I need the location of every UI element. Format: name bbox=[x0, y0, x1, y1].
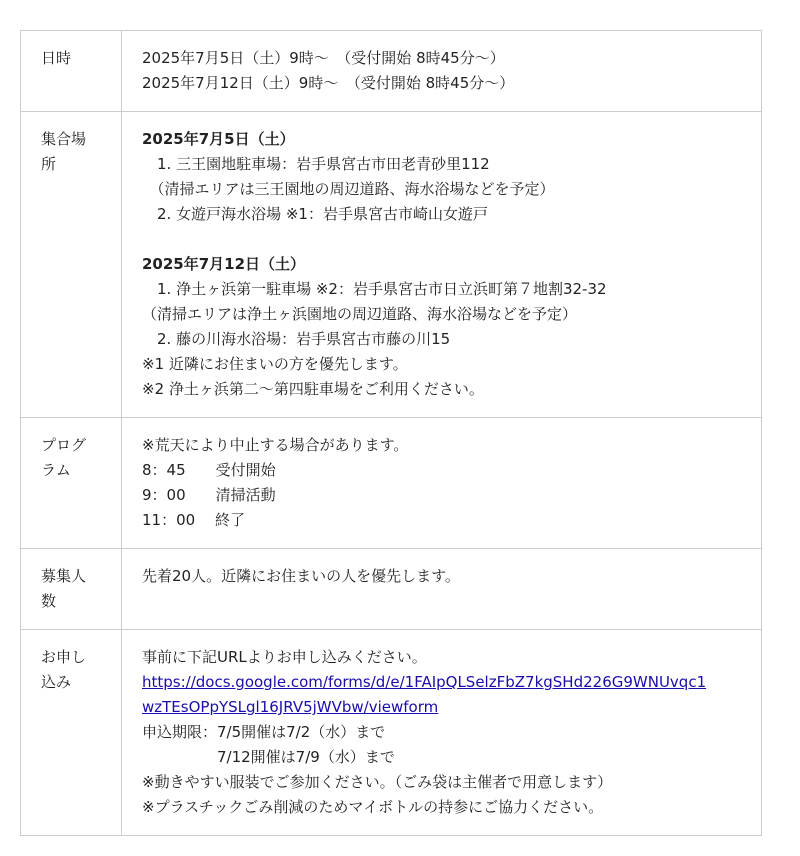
label-line: プログ bbox=[41, 436, 87, 454]
row-content-program bbox=[122, 418, 762, 549]
label-line: 数 bbox=[41, 592, 57, 610]
venue-line: （清掃エリアは三王園地の周辺道路、海水浴場などを予定） bbox=[142, 180, 555, 198]
row-label-datetime bbox=[21, 31, 122, 112]
venue-line: （清掃エリアは浄土ヶ浜園地の周辺道路、海水浴場などを予定） bbox=[142, 305, 578, 323]
label-line: 日時 bbox=[41, 49, 72, 67]
label-line: お申し bbox=[41, 648, 87, 666]
apply-deadline: 申込期限：7/5開催は7/2（水）まで bbox=[142, 723, 386, 741]
apply-note: ※動きやすい服装でご参加ください。（ごみ袋は主催者で用意します） bbox=[142, 773, 613, 791]
venue-line: 2. 藤の川海水浴場：岩手県宮古市藤の川15 bbox=[142, 330, 451, 348]
row-label-apply bbox=[21, 630, 122, 836]
venue-day2-heading: 2025年7月12日（土） bbox=[142, 255, 306, 273]
apply-note: ※プラスチックごみ削減のためマイボトルの持参にご協力ください。 bbox=[142, 798, 604, 816]
datetime-line: 2025年7月5日（土）9時～ （受付開始 8時45分～） bbox=[142, 49, 505, 67]
event-info-table bbox=[20, 30, 762, 836]
row-label-venue bbox=[21, 112, 122, 418]
event-info-container bbox=[20, 30, 762, 836]
row-program bbox=[21, 418, 762, 549]
row-datetime bbox=[21, 31, 762, 112]
program-item: 11：00 終了 bbox=[142, 511, 245, 529]
datetime-line: 2025年7月12日（土）9時～ （受付開始 8時45分～） bbox=[142, 74, 515, 92]
url-line: wzTEsOPpYSLgl16JRV5jWVbw/viewform bbox=[142, 698, 439, 716]
capacity-text: 先着20人。近隣にお住まいの人を優先します。 bbox=[142, 567, 460, 585]
row-content-apply bbox=[122, 630, 762, 836]
apply-intro: 事前に下記URLよりお申し込みください。 bbox=[142, 648, 427, 666]
row-content-venue bbox=[122, 112, 762, 418]
row-label-program bbox=[21, 418, 122, 549]
label-line: ラム bbox=[41, 461, 71, 479]
program-item: 9：00 清掃活動 bbox=[142, 486, 276, 504]
label-line: 所 bbox=[41, 155, 57, 173]
label-line: 募集人 bbox=[41, 567, 87, 585]
application-form-link[interactable] bbox=[142, 670, 741, 720]
venue-line: 1. 三王園地駐車場：岩手県宮古市田老青砂里112 bbox=[142, 155, 490, 173]
row-capacity bbox=[21, 549, 762, 630]
row-content-datetime bbox=[122, 31, 762, 112]
row-content-capacity bbox=[122, 549, 762, 630]
row-apply bbox=[21, 630, 762, 836]
row-label-capacity bbox=[21, 549, 122, 630]
venue-line: 1. 浄土ヶ浜第一駐車場 ※2：岩手県宮古市日立浜町第７地割32-32 bbox=[142, 280, 607, 298]
row-venue bbox=[21, 112, 762, 418]
venue-line: 2. 女遊戸海水浴場 ※1：岩手県宮古市崎山女遊戸 bbox=[142, 205, 488, 223]
apply-deadline: 7/12開催は7/9（水）まで bbox=[142, 748, 395, 766]
blank-line bbox=[142, 227, 741, 252]
program-note: ※荒天により中止する場合があります。 bbox=[142, 436, 409, 454]
url-line: https://docs.google.com/forms/d/e/1FAIpQLSelzFbZ7kgSHd226G9WNUvqc1 bbox=[142, 673, 707, 691]
label-line: 込み bbox=[41, 673, 72, 691]
program-item: 8：45 受付開始 bbox=[142, 461, 276, 479]
label-line: 集合場 bbox=[41, 130, 87, 148]
venue-note: ※2 浄土ヶ浜第二～第四駐車場をご利用ください。 bbox=[142, 380, 484, 398]
venue-note: ※1 近隣にお住まいの方を優先します。 bbox=[142, 355, 408, 373]
venue-day1-heading: 2025年7月5日（土） bbox=[142, 130, 295, 148]
